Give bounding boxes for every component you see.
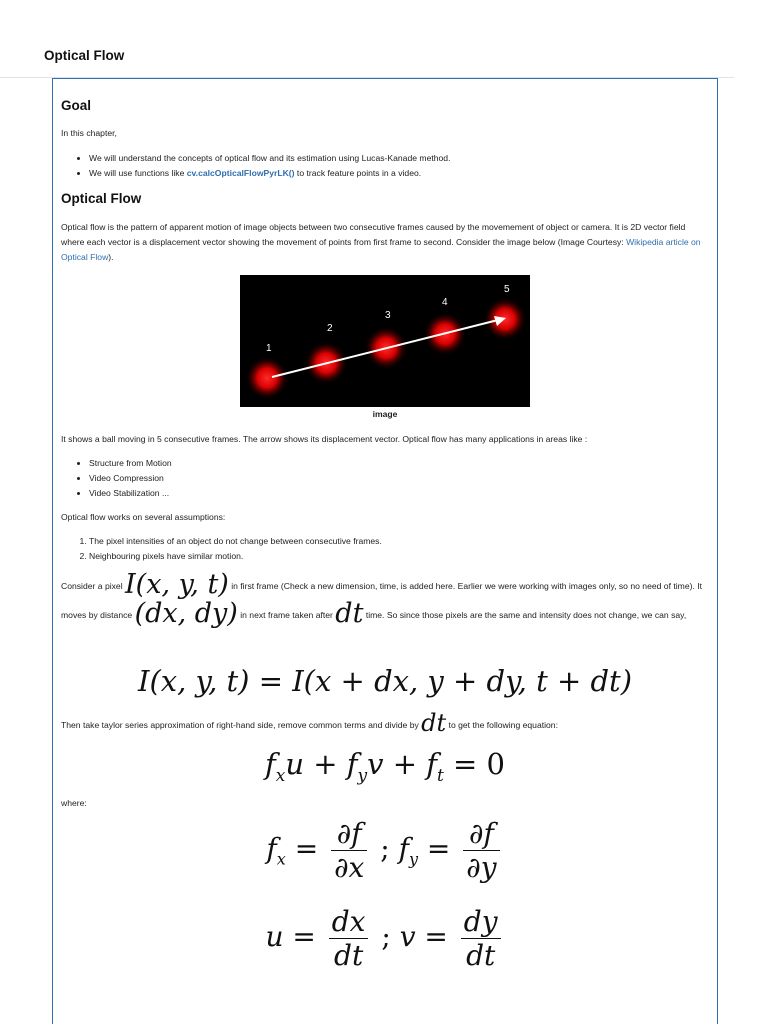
math-dt: dt (421, 709, 447, 737)
paragraph-text: in first frame (Check a new dimension, time, is added here. Earlier we were working with images only, so no need of time). It moves by distance (61, 581, 703, 620)
intro-paragraph (61, 220, 709, 265)
velocity-equations: u = $\frac{dx}{dt}$ ; v = $\frac{dy}{dt}$ (61, 905, 709, 972)
bullet-text: We will use functions like (89, 168, 187, 178)
frame-label: 1 (266, 343, 272, 354)
list-item: • Structure from Motion (89, 456, 709, 471)
wikipedia-link[interactable]: Wikipedia article on Optical Flow (61, 237, 701, 262)
list-item: • Video Stabilization ... (89, 486, 709, 501)
list-item: 2. Neighbouring pixels have similar motion. (89, 549, 709, 564)
content-panel (52, 78, 718, 1024)
math-dt: dt (335, 598, 364, 629)
calc-optical-flow-link[interactable]: cv.calcOpticalFlowPyrLK() (186, 168, 295, 178)
goal-heading: Goal (61, 98, 92, 113)
ball-motion-graphic (240, 275, 530, 407)
gradient-equations: $f_x$ = $\frac{\partial f}{\partial x}$ ; $f_y$ = $\frac{\partial f}{\partial y}$ (61, 817, 709, 884)
list-item (89, 166, 709, 181)
figure-caption: image (372, 409, 398, 419)
goal-intro: In this chapter, (61, 128, 117, 138)
frame-label: 3 (385, 310, 391, 321)
brightness-constancy-equation: I(x, y, t) = I(x + dx, y + dy, t + dt) (137, 664, 633, 698)
applications-list (61, 456, 709, 501)
frame-label: 2 (327, 323, 333, 334)
paragraph-text: Then take taylor series approximation of right-hand side, remove common terms and divide by (61, 720, 422, 730)
pixel-paragraph (61, 571, 709, 629)
paragraph-text: in next frame taken after (237, 610, 336, 620)
applications-paragraph: It shows a ball moving in 5 consecutive frames. The arrow shows its displacement vector. Optical flow has many applications in areas like : (61, 434, 588, 444)
frame-label: 4 (442, 297, 448, 308)
ball-frame-5 (483, 297, 527, 341)
intro-text: Optical flow is the pattern of apparent motion of image objects between two consecutive frames caused by the movemement of object or camera. It is 2D vector field where each vector is a displacement vector showing the movement of points from first frame to second. Consider the image below (Image Courtesy: (61, 222, 686, 247)
bullet-text: We will understand the concepts of optical flow and its estimation using Lucas-Kanade method. (89, 153, 451, 163)
ball-frame-1 (245, 356, 289, 400)
bullet-text: to track feature points in a video. (294, 168, 422, 178)
optical-flow-equation: $f_xu + f_yv + f_t = 0$ (265, 747, 505, 786)
optical-flow-image (240, 275, 530, 407)
list-item (89, 151, 709, 166)
paragraph-text: Consider a pixel (61, 581, 126, 591)
optical-flow-heading: Optical Flow (61, 191, 142, 206)
list-item: 1. The pixel intensities of an object do not change between consecutive frames. (89, 534, 709, 549)
goal-list (61, 151, 709, 181)
paragraph-text: to get the following equation: (446, 720, 558, 730)
math-distance: (dx, dy) (134, 598, 238, 629)
list-item: • Video Compression (89, 471, 709, 486)
assumptions-list (61, 534, 709, 564)
frame-label: 5 (504, 284, 510, 295)
where-label: where: (61, 798, 87, 808)
assumptions-intro: Optical flow works on several assumptions: (61, 512, 226, 522)
math-pixel-intensity: I(x, y, t) (125, 569, 229, 600)
intro-text-end: ). (108, 252, 114, 262)
paragraph-text: time. So since those pixels are the same and intensity does not change, we can say, (363, 610, 687, 620)
taylor-paragraph (61, 709, 709, 737)
page-title: Optical Flow (44, 48, 125, 63)
